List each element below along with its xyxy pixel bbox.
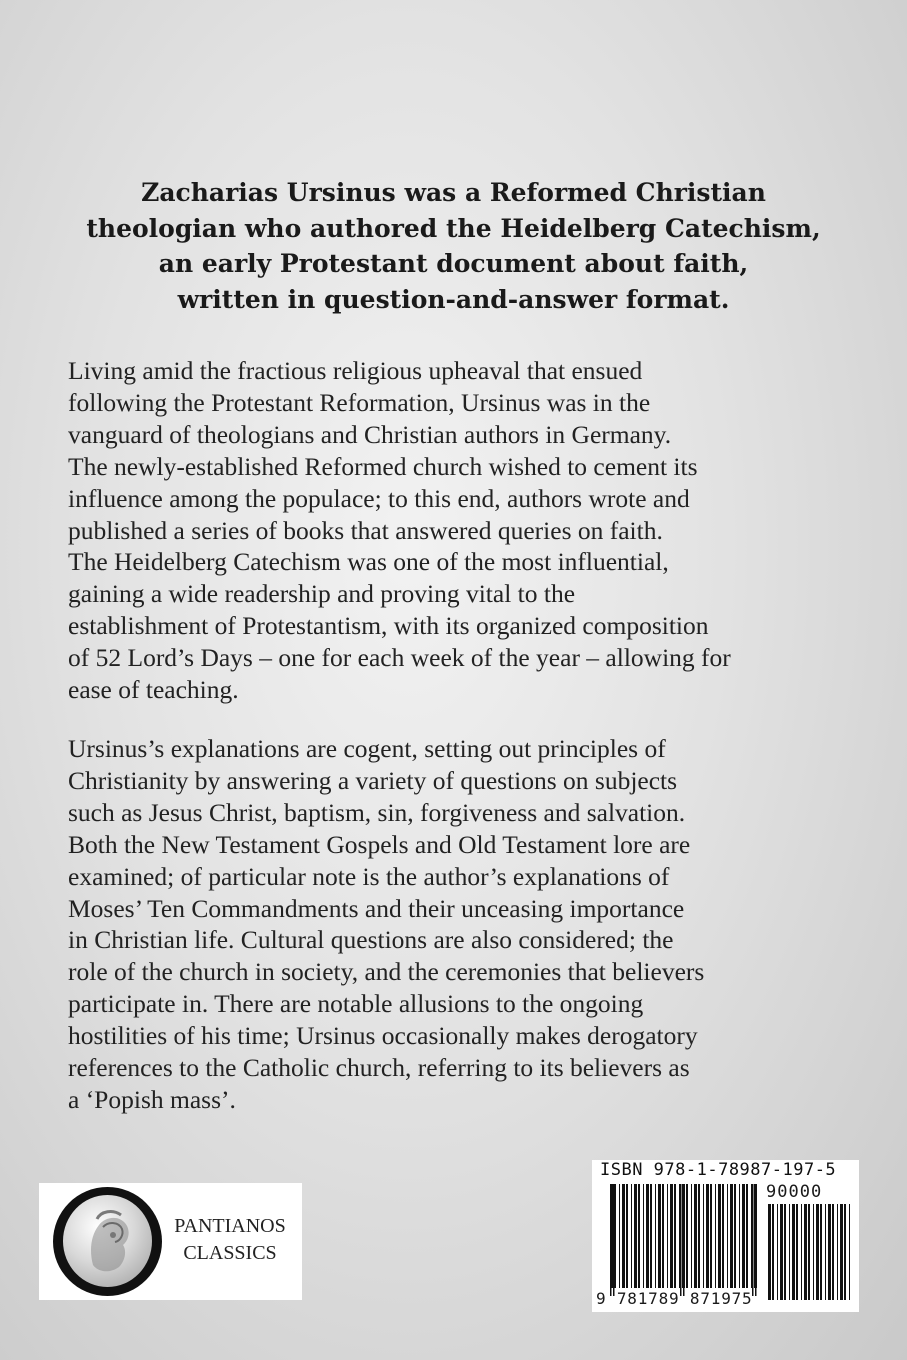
paragraph-line: gaining a wide readership and proving vital to the	[68, 579, 576, 609]
paragraph-line: examined; of particular note is the author’s explanations of	[68, 861, 670, 891]
paragraph-line: references to the Catholic church, referring to its believers as	[68, 1053, 690, 1083]
paragraph-line: participate in. There are notable allusions to the ongoing	[68, 989, 644, 1019]
isbn-barcode	[592, 1160, 859, 1312]
paragraph-line: hostilities of his time; Ursinus occasionally makes derogatory	[68, 1021, 698, 1051]
paragraph-line: in Christian life. Cultural questions are also considered; the	[68, 925, 674, 955]
paragraph-line: The newly-established Reformed church wished to cement its	[68, 451, 698, 481]
price-addon-digits: 90000	[766, 1182, 823, 1202]
paragraph-line: a ‘Popish mass’.	[68, 1084, 236, 1114]
publisher-logo	[39, 1183, 302, 1300]
blurb-line: theologian who authored the Heidelberg Catechism,	[86, 213, 821, 243]
description-paragraph-1	[68, 355, 848, 706]
paragraph-line: published a series of books that answered queries on faith.	[68, 515, 663, 545]
publisher-name	[165, 1213, 295, 1267]
paragraph-line: ease of teaching.	[68, 675, 239, 705]
coin-portrait-icon	[53, 1187, 162, 1296]
blurb-line: an early Protestant document about faith,	[158, 249, 749, 278]
paragraph-line: of 52 Lord’s Days – one for each week of the year – allowing for	[68, 643, 731, 673]
description-paragraph-2	[68, 733, 848, 1116]
publisher-name-line-2: CLASSICS	[183, 1242, 277, 1264]
blurb-line: written in question-and-answer format.	[177, 284, 730, 314]
paragraph-line: Living amid the fractious religious upheaval that ensued	[68, 356, 643, 385]
paragraph-line: Both the New Testament Gospels and Old Testament lore are	[68, 829, 691, 859]
paragraph-line: vanguard of theologians and Christian authors in Germany.	[68, 419, 672, 449]
paragraph-line: establishment of Protestantism, with its organized composition	[68, 611, 709, 641]
paragraph-line: Christianity by answering a variety of questions on subjects	[68, 765, 678, 795]
blurb-line: Zacharias Ursinus was a Reformed Christian	[141, 178, 766, 207]
paragraph-line: following the Protestant Reformation, Ursinus was in the	[68, 387, 651, 417]
ean-digits: 9 781789 871975	[596, 1289, 753, 1308]
paragraph-line: influence among the populace; to this end, authors wrote and	[68, 483, 690, 513]
isbn-text: ISBN 978-1-78987-197-5	[600, 1160, 837, 1180]
paragraph-line: Ursinus’s explanations are cogent, setting out principles of	[68, 734, 666, 763]
cover-blurb	[60, 175, 847, 317]
publisher-name-line-1: PANTIANOS	[174, 1215, 286, 1237]
paragraph-line: role of the church in society, and the ceremonies that believers	[68, 957, 705, 987]
paragraph-line: such as Jesus Christ, baptism, sin, forgiveness and salvation.	[68, 797, 686, 827]
paragraph-line: Moses’ Ten Commandments and their unceasing importance	[68, 893, 685, 923]
paragraph-line: The Heidelberg Catechism was one of the most influential,	[68, 547, 669, 577]
